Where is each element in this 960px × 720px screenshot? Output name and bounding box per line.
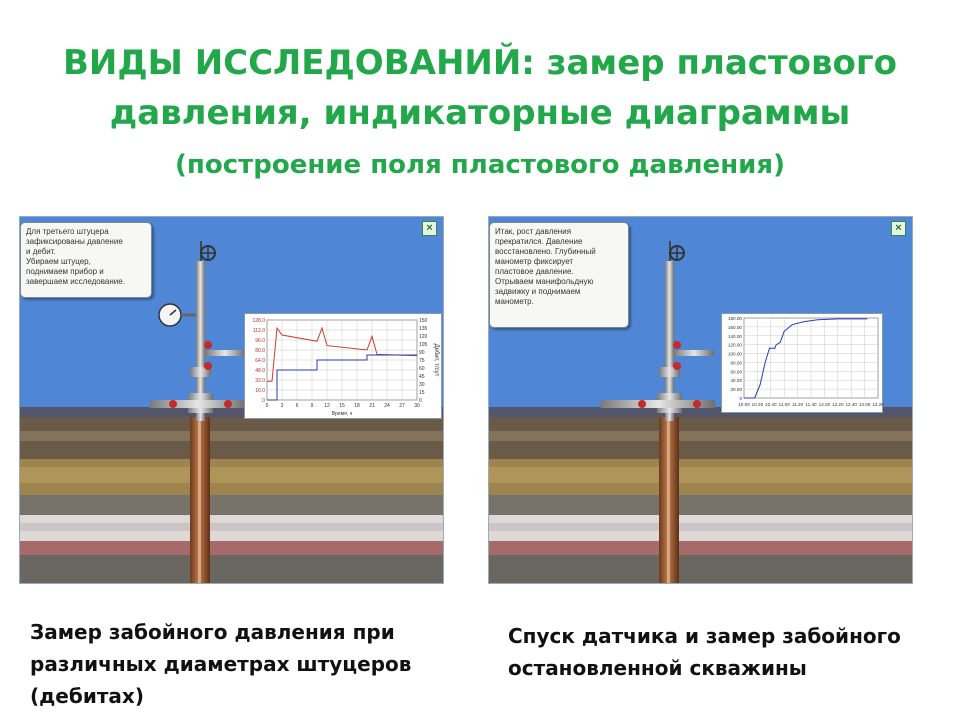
- instruction-note: Для третьего штуцера зафиксированы давление и дебит. Убираем штуцер, поднимаем прибор и завершаем исследование.: [20, 222, 152, 298]
- right-chart-box: [721, 313, 883, 413]
- y-right-tick-label: 45: [419, 374, 425, 380]
- slide-title: [0, 38, 960, 138]
- x-tick-label: 3: [280, 403, 284, 409]
- y-right-tick-label: 0: [419, 398, 422, 404]
- y-left-tick-label: 32.0: [255, 378, 265, 384]
- y-tick-label: 160.00: [727, 324, 742, 330]
- y-right-tick-label: 150: [419, 318, 428, 324]
- x-tick-label: 21: [369, 403, 375, 409]
- y-right-tick-label: 120: [419, 334, 428, 340]
- y-tick-label: 100.00: [727, 351, 742, 357]
- title-line-2: давления, индикаторные диаграммы: [109, 93, 851, 133]
- instruction-note: Итак, рост давления прекратился. Давление восстановлено. Глубинный манометр фиксирует пластовое давление. Отрываем манифольдную задвижку и поднимаем манометр.: [489, 222, 629, 328]
- x-tick-label: 30: [414, 403, 420, 409]
- y-left-tick-label: 48.0: [255, 368, 265, 374]
- left-caption: Замер забойного давления при различных диаметрах штуцеров (дебитах): [30, 620, 412, 708]
- y-right-tick-label: 135: [419, 326, 428, 332]
- y-tick-label: 140.00: [727, 333, 742, 339]
- y-right-tick-label: 60: [419, 366, 425, 372]
- y-left-tick-label: 0: [262, 398, 265, 404]
- right-chart: [722, 314, 882, 412]
- x-tick-label: 0: [265, 403, 269, 409]
- x-tick-label: 12.20: [832, 402, 844, 407]
- close-x-icon[interactable]: ×: [422, 221, 437, 236]
- y-left-tick-label: 64.0: [255, 358, 265, 364]
- slide-subtitle: (построение поля пластового давления): [175, 150, 785, 180]
- x-tick-label: 13.20: [872, 402, 884, 407]
- title-line-1: ВИДЫ ИССЛЕДОВАНИЙ: замер пластового: [62, 43, 898, 83]
- y-right-axis-label: Дебит, т/сут: [433, 343, 439, 377]
- y-tick-label: 80.00: [730, 360, 742, 366]
- y-left-tick-label: 128.0: [252, 318, 265, 324]
- y-right-tick-label: 90: [419, 350, 425, 356]
- x-tick-label: 12: [324, 403, 330, 409]
- x-tick-label: 12.00: [818, 402, 831, 407]
- y-right-tick-label: 105: [419, 342, 428, 348]
- y-right-tick-label: 15: [419, 390, 425, 396]
- x-tick-label: 10.20: [751, 402, 764, 407]
- left-chart-box: [244, 313, 442, 419]
- y-left-tick-label: 16.0: [255, 388, 265, 394]
- y-left-tick-label: 112.0: [252, 328, 265, 334]
- x-tick-label: 10.40: [765, 402, 777, 407]
- x-tick-label: 11.00: [778, 402, 790, 407]
- x-tick-label: 10.00: [738, 402, 750, 407]
- y-tick-label: 20.00: [730, 387, 742, 393]
- x-tick-label: 27: [399, 403, 405, 409]
- right-simulation-panel: [488, 216, 913, 584]
- y-left-tick-label: 80.0: [255, 348, 265, 354]
- x-tick-label: 15: [339, 403, 345, 409]
- x-tick-label: 18: [354, 403, 360, 409]
- y-right-tick-label: 75: [419, 358, 425, 364]
- x-tick-label: 13.00: [858, 402, 871, 407]
- y-right-tick-label: 30: [419, 382, 425, 388]
- right-caption: Спуск датчика и замер забойного остановленной скважины: [508, 624, 901, 680]
- y-tick-label: 60.00: [730, 369, 742, 375]
- y-tick-label: 120.00: [727, 342, 742, 348]
- left-chart: [245, 314, 441, 418]
- close-x-icon[interactable]: ×: [891, 221, 906, 236]
- y-tick-label: 180.00: [727, 316, 742, 321]
- y-tick-label: 0: [739, 396, 742, 401]
- x-tick-label: 6: [295, 403, 299, 409]
- x-tick-label: 11.20: [792, 402, 804, 407]
- x-tick-label: 12.40: [845, 402, 857, 407]
- x-axis-label: Время, ч: [331, 411, 353, 417]
- y-tick-label: 40.00: [730, 378, 742, 384]
- y-left-tick-label: 96.0: [255, 338, 265, 344]
- x-tick-label: 11.40: [805, 402, 817, 407]
- x-tick-label: 24: [384, 403, 390, 409]
- x-tick-label: 9: [310, 403, 314, 409]
- left-simulation-panel: [19, 216, 444, 584]
